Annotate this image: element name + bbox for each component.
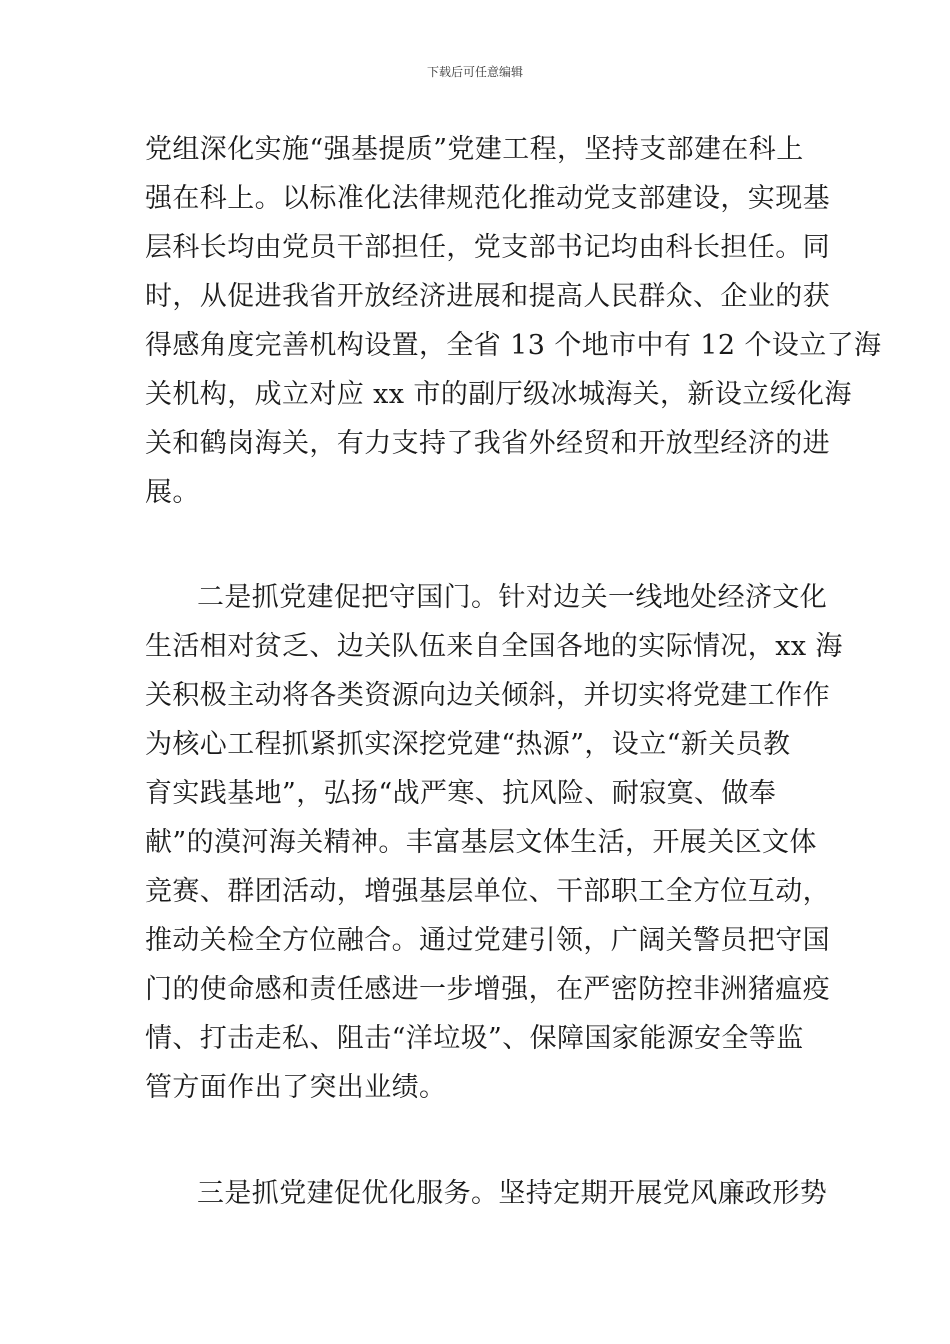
- text-line: 党组深化实施“强基提质”党建工程，坚持支部建在科上: [145, 134, 804, 165]
- text-line: 强在科上。以标准化法律规范化推动党支部建设，实现基: [145, 183, 830, 214]
- text-line: 门的使命感和责任感进一步增强，在严密防控非洲猪瘟疫: [145, 974, 830, 1005]
- text-line: 关积极主动将各类资源向边关倾斜，并切实将党建工作作: [145, 680, 830, 711]
- page-header-note: 下载后可任意编辑: [426, 65, 523, 79]
- text-line: 三是抓党建促优化服务。坚持定期开展党风廉政形势: [197, 1178, 828, 1209]
- text-line: 生活相对贫乏、边关队伍来自全国各地的实际情况，xx 海: [145, 631, 843, 662]
- text-line: 关机构，成立对应 xx 市的副厅级冰城海关，新设立绥化海: [145, 379, 852, 410]
- text-line: 管方面作出了突出业绩。: [145, 1072, 447, 1103]
- text-line: 二是抓党建促把守国门。针对边关一线地处经济文化: [197, 582, 828, 613]
- text-line: 推动关检全方位融合。通过党建引领，广阔关警员把守国: [145, 925, 830, 956]
- text-line: 献”的漠河海关精神。丰富基层文体生活，开展关区文体: [145, 827, 817, 858]
- text-line: 展。: [145, 477, 200, 508]
- text-line: 得感角度完善机构设置，全省 13 个地市中有 12 个设立了海: [145, 330, 882, 361]
- text-line: 竞赛、群团活动，增强基层单位、干部职工全方位互动，: [145, 876, 830, 907]
- text-line: 育实践基地”，弘扬“战严寒、抗风险、耐寂寞、做奉: [145, 778, 777, 809]
- text-line: 关和鹤岗海关，有力支持了我省外经贸和开放型经济的进: [145, 428, 830, 459]
- text-line: 层科长均由党员干部担任，党支部书记均由科长担任。同: [145, 232, 830, 263]
- text-line: 为核心工程抓紧抓实深挖党建“热源”，设立“新关员教: [145, 729, 791, 760]
- text-line: 情、打击走私、阻击“洋垃圾”、保障国家能源安全等监: [145, 1023, 804, 1054]
- text-line: 时，从促进我省开放经济进展和提高人民群众、企业的获: [145, 281, 830, 312]
